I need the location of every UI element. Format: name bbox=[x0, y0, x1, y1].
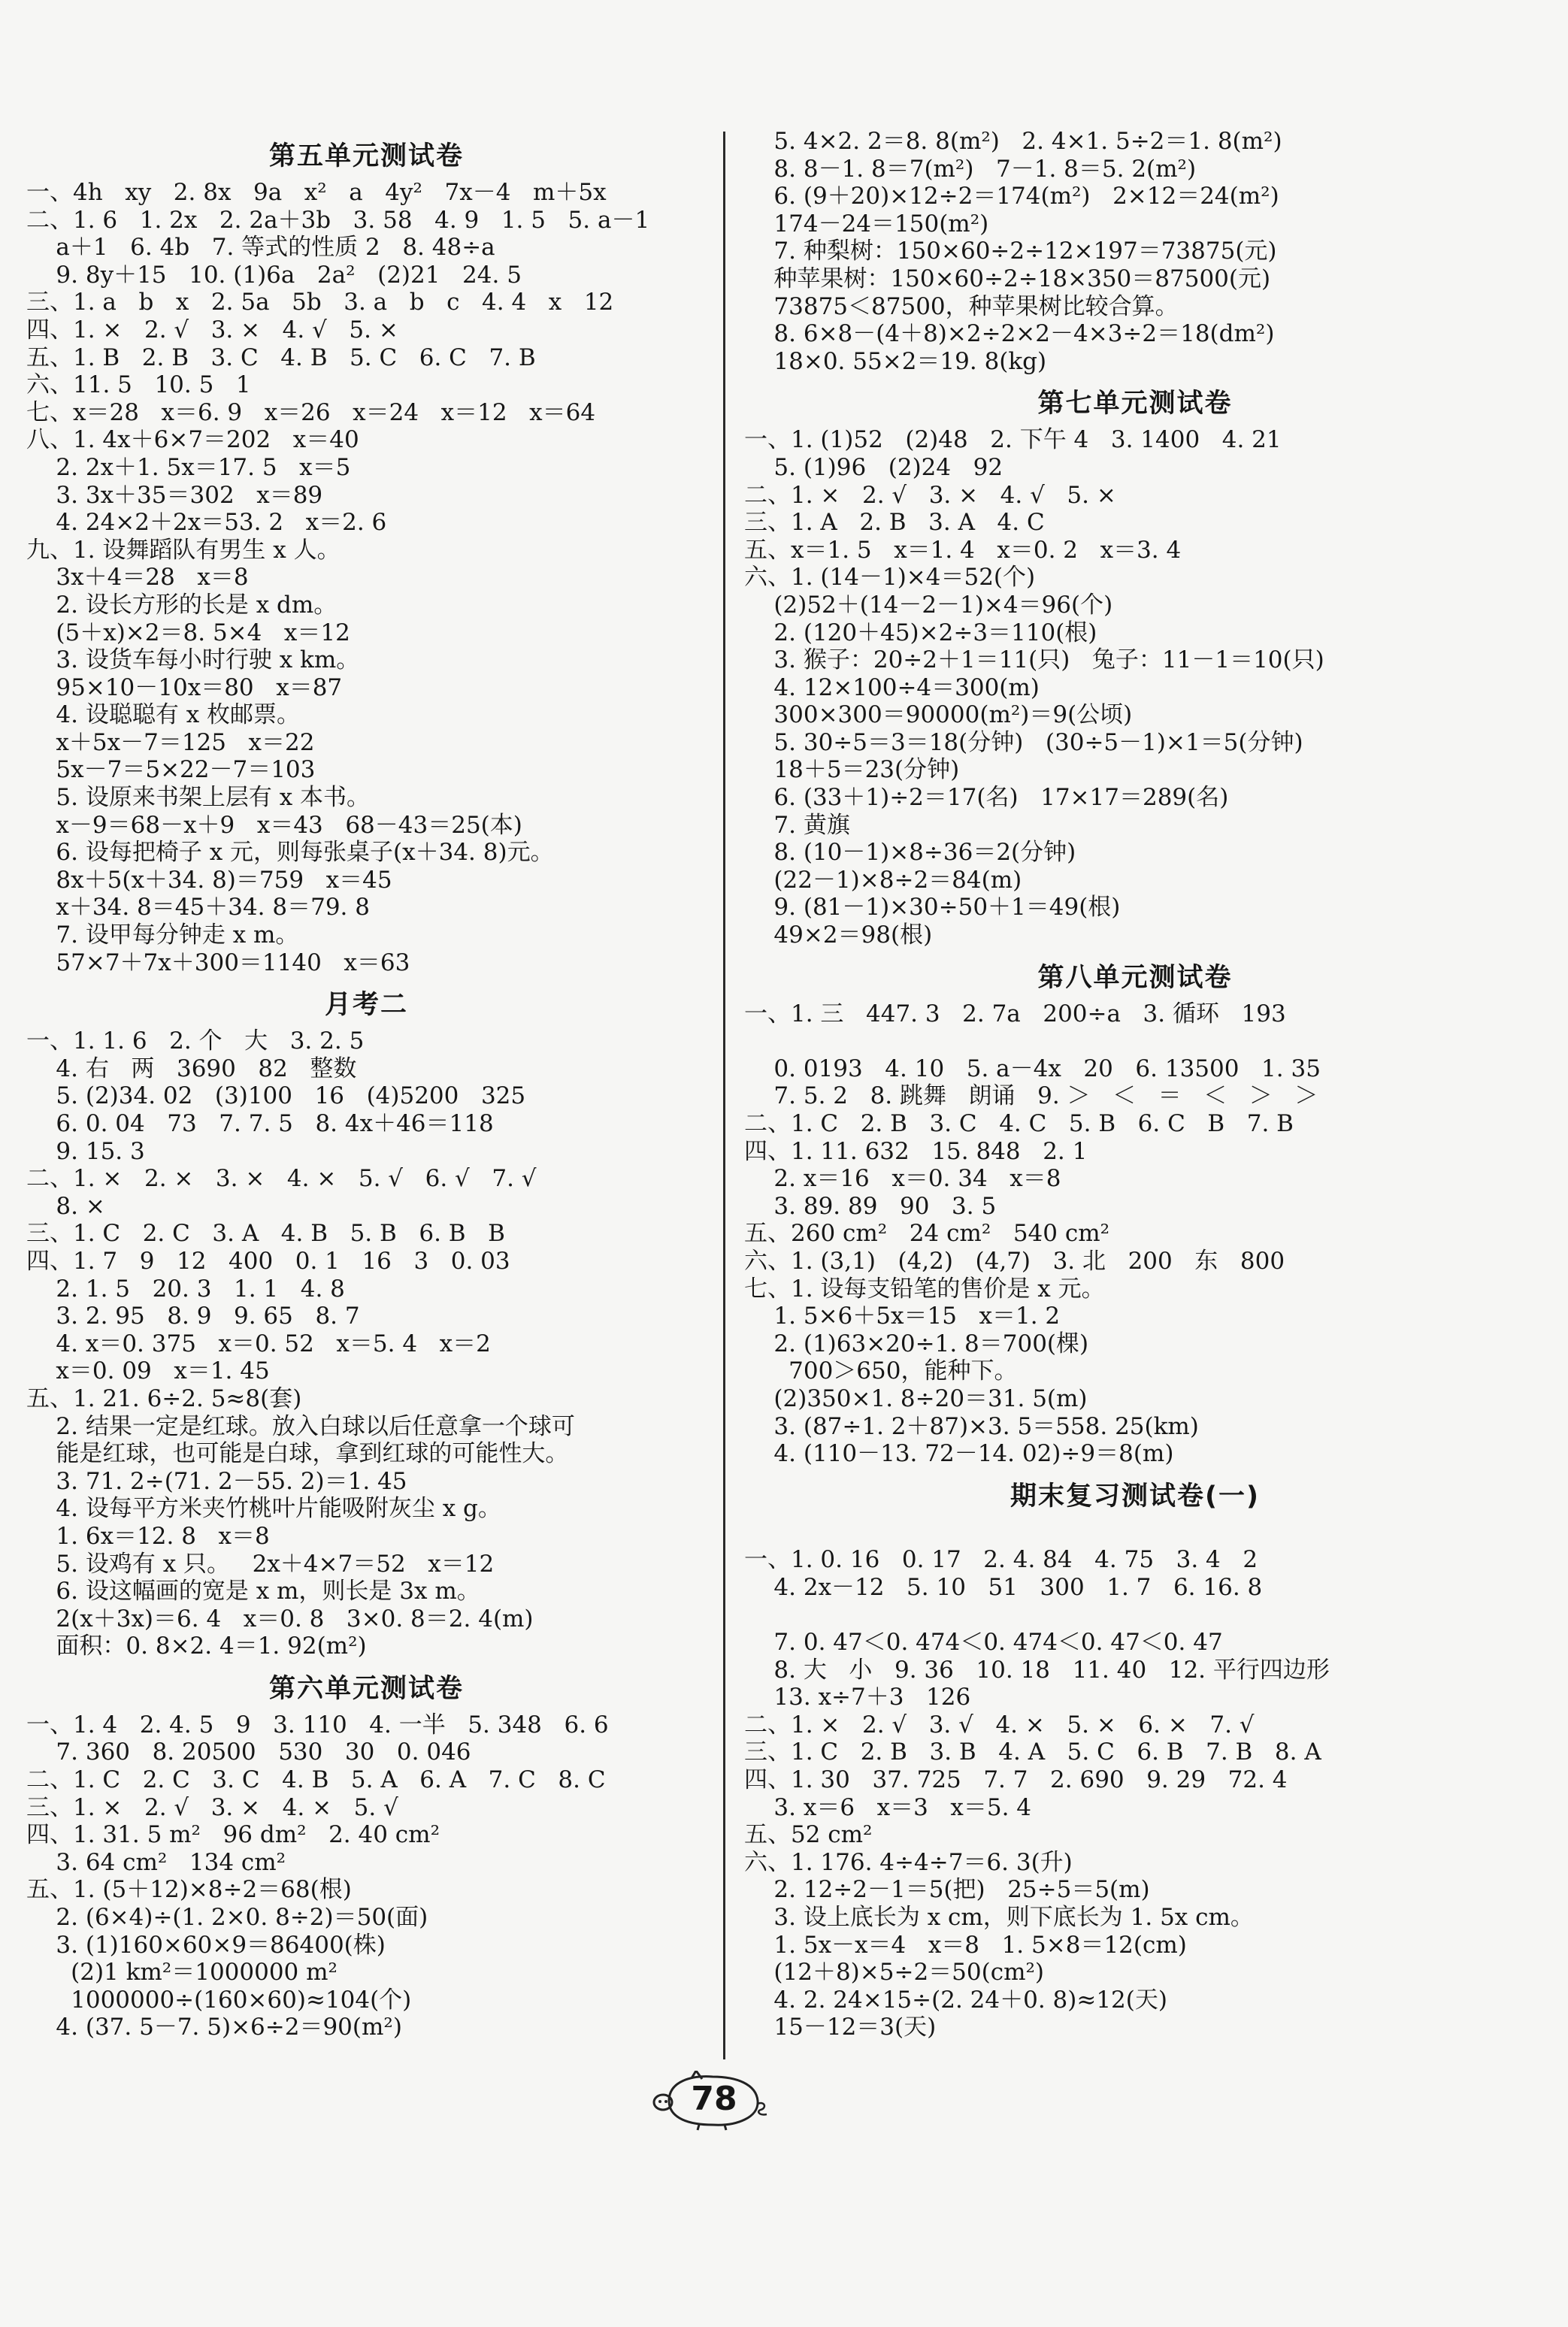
answer-section bbox=[26, 984, 707, 1660]
answer-line: 49×2＝98(根) bbox=[744, 921, 933, 949]
answer-line: 1. 6x＝12. 8 x＝8 bbox=[26, 1522, 270, 1550]
answer-line: (12＋8)×5÷2＝50(cm²) bbox=[744, 1959, 1044, 1987]
answer-line: 73875＜87500，种苹果树比较合算。 bbox=[744, 292, 1179, 320]
answer-line: 6. 0. 04 73 7. 7. 5 8. 4x＋46＝118 bbox=[26, 1110, 494, 1137]
page-number: 78 bbox=[691, 2080, 737, 2118]
answer-line: 5. 4×2. 2＝8. 8(m²) 2. 4×1. 5÷2＝1. 8(m²) bbox=[744, 128, 1282, 155]
section-title: 月考二 bbox=[324, 990, 408, 1021]
answer-line: 二、1. 6 1. 2x 2. 2a＋3b 3. 58 4. 9 1. 5 5. a－1 bbox=[26, 206, 650, 234]
answer-line: 5. (1)96 (2)24 92 bbox=[744, 453, 1003, 481]
answer-line: 5. (2)34. 02 (3)100 16 (4)5200 325 bbox=[26, 1082, 526, 1110]
answer-line: 1. 5×6＋5x＝15 x＝1. 2 bbox=[744, 1303, 1061, 1330]
answer-line: 700＞650，能种下。 bbox=[744, 1357, 1018, 1385]
answer-line: 95×10－10x＝80 x＝87 bbox=[26, 673, 343, 701]
answer-line: 四、1. × 2. √ 3. × 4. √ 5. × bbox=[26, 316, 398, 343]
answer-line: 9. (81－1)×30÷50＋1＝49(根) bbox=[744, 894, 1121, 921]
answer-line: 七、1. 设每支铅笔的售价是 x 元。 bbox=[744, 1275, 1105, 1303]
answer-line: x＝0. 09 x＝1. 45 bbox=[26, 1357, 270, 1385]
answer-line: 能是红球，也可能是白球，拿到红球的可能性大。 bbox=[26, 1440, 569, 1468]
answer-line: 四、1. 30 37. 725 7. 7 2. 690 9. 29 72. 4 bbox=[744, 1766, 1288, 1794]
answer-line: 2. 2x＋1. 5x＝17. 5 x＝5 bbox=[26, 453, 351, 481]
answer-line bbox=[744, 1602, 1526, 1630]
answer-line: 一、1. 0. 16 0. 17 2. 4. 84 4. 75 3. 4 2 bbox=[744, 1546, 1258, 1574]
answer-line: 57×7＋7x＋300＝1140 x＝63 bbox=[26, 949, 410, 976]
answer-line: 2. 结果一定是红球。放入白球以后任意拿一个球可 bbox=[26, 1412, 575, 1440]
answer-line: 二、1. C 2. B 3. C 4. C 5. B 6. C B 7. B bbox=[744, 1110, 1294, 1137]
section-title: 第六单元测试卷 bbox=[268, 1673, 464, 1704]
answer-line: x＋34. 8＝45＋34. 8＝79. 8 bbox=[26, 894, 370, 921]
answer-line: 7. 5. 2 8. 跳舞 朗诵 9. ＞ ＜ ＝ ＜ ＞ ＞ bbox=[744, 1082, 1318, 1110]
answer-line: 300×300＝90000(m²)＝9(公顷) bbox=[744, 701, 1133, 729]
answer-line: 4. 12×100÷4＝300(m) bbox=[744, 673, 1040, 701]
answer-line: 5x－7＝5×22－7＝103 bbox=[26, 756, 316, 784]
answer-line: 3. 71. 2÷(71. 2－55. 2)＝1. 45 bbox=[26, 1467, 407, 1495]
answer-line: 三、1. A 2. B 3. A 4. C bbox=[744, 509, 1045, 537]
left-column bbox=[26, 128, 707, 2041]
answer-line: 4. 设聪聪有 x 枚邮票。 bbox=[26, 701, 301, 729]
answer-line: 9. 8y＋15 10. (1)6a 2a² (2)21 24. 5 bbox=[26, 261, 522, 289]
answer-line: 七、x＝28 x＝6. 9 x＝26 x＝24 x＝12 x＝64 bbox=[26, 398, 596, 426]
answer-line: 8x＋5(x＋34. 8)＝759 x＝45 bbox=[26, 866, 392, 894]
answer-line: 4. (110－13. 72－14. 02)÷9＝8(m) bbox=[744, 1440, 1174, 1468]
answer-line: 7. 黄旗 bbox=[744, 811, 850, 839]
answer-line: 3. 2. 95 8. 9 9. 65 8. 7 bbox=[26, 1303, 360, 1330]
answer-line: 六、1. 176. 4÷4÷7＝6. 3(升) bbox=[744, 1848, 1073, 1876]
answer-line: (5＋x)×2＝8. 5×4 x＝12 bbox=[26, 619, 350, 646]
answer-line: 一、1. 三 447. 3 2. 7a 200÷a 3. 循环 193 bbox=[744, 1000, 1286, 1027]
answer-line: 7. 0. 47＜0. 474＜0. 474＜0. 47＜0. 47 bbox=[744, 1629, 1223, 1657]
answer-line: 3. (87÷1. 2＋87)×3. 5＝558. 25(km) bbox=[744, 1412, 1199, 1440]
answer-line: 18＋5＝23(分钟) bbox=[744, 756, 960, 784]
answer-line: 6. 设每把椅子 x 元，则每张桌子(x＋34. 8)元。 bbox=[26, 839, 554, 867]
answer-line: 3. 设货车每小时行驶 x km。 bbox=[26, 646, 360, 674]
answer-line: 2. 1. 5 20. 3 1. 1 4. 8 bbox=[26, 1275, 345, 1303]
answer-line: 13. x÷7＋3 126 bbox=[744, 1684, 971, 1711]
answer-line: 3. 设上底长为 x cm，则下底长为 1. 5x cm。 bbox=[744, 1904, 1254, 1932]
section-title: 第五单元测试卷 bbox=[268, 141, 464, 171]
answer-line: 5. 设原来书架上层有 x 本书。 bbox=[26, 784, 371, 812]
answer-line: 四、1. 7 9 12 400 0. 1 16 3 0. 03 bbox=[26, 1247, 510, 1275]
answer-section bbox=[744, 128, 1526, 375]
answer-section bbox=[744, 957, 1526, 1468]
answer-line: (22－1)×8÷2＝84(m) bbox=[744, 866, 1022, 894]
answer-line: 种苹果树：150×60÷2÷18×350＝87500(元) bbox=[744, 265, 1271, 292]
answer-line: 2. (1)63×20÷1. 8＝700(棵) bbox=[744, 1330, 1089, 1357]
answer-line: 三、1. × 2. √ 3. × 4. × 5. √ bbox=[26, 1793, 398, 1821]
answer-line: 二、1. × 2. √ 3. × 4. √ 5. × bbox=[744, 481, 1116, 509]
answer-line: 5. 30÷5＝3＝18(分钟) (30÷5－1)×1＝5(分钟) bbox=[744, 728, 1303, 756]
answer-line: 九、1. 设舞蹈队有男生 x 人。 bbox=[26, 536, 341, 564]
answer-line: 4. 2. 24×15÷(2. 24＋0. 8)≈12(天) bbox=[744, 1986, 1167, 2014]
answer-line: 2(x＋3x)＝6. 4 x＝0. 8 3×0. 8＝2. 4(m) bbox=[26, 1605, 534, 1633]
answer-line: 四、1. 11. 632 15. 848 2. 1 bbox=[744, 1137, 1088, 1165]
answer-line: 0. 0193 4. 10 5. a－4x 20 6. 13500 1. 35 bbox=[744, 1055, 1321, 1082]
answer-line: 4. 右 两 3690 82 整数 bbox=[26, 1055, 357, 1082]
answer-line: 五、x＝1. 5 x＝1. 4 x＝0. 2 x＝3. 4 bbox=[744, 536, 1182, 564]
answer-section bbox=[26, 1668, 707, 2041]
answer-line: x－9＝68－x＋9 x＝43 68－43＝25(本) bbox=[26, 811, 522, 839]
answer-line: 1000000÷(160×60)≈104(个) bbox=[26, 1986, 412, 2014]
answer-line: 4. x＝0. 375 x＝0. 52 x＝5. 4 x＝2 bbox=[26, 1330, 491, 1357]
column-divider bbox=[723, 132, 725, 2059]
answer-line: 8. 大 小 9. 36 10. 18 11. 40 12. 平行四边形 bbox=[744, 1656, 1330, 1684]
answer-line: 五、1. B 2. B 3. C 4. B 5. C 6. C 7. B bbox=[26, 343, 536, 371]
answer-line: 8. 6×8－(4＋8)×2÷2×2－4×3÷2＝18(dm²) bbox=[744, 320, 1275, 348]
answer-line: 6. (9＋20)×12÷2＝174(m²) 2×12＝24(m²) bbox=[744, 183, 1279, 210]
answer-line: 一、1. 4 2. 4. 5 9 3. 110 4. 一半 5. 348 6. 6 bbox=[26, 1711, 609, 1738]
answer-line: 1. 5x－x＝4 x＝8 1. 5×8＝12(cm) bbox=[744, 1931, 1187, 1959]
answer-line: 面积：0. 8×2. 4＝1. 92(m²) bbox=[26, 1633, 367, 1660]
answer-line: 6. 设这幅画的宽是 x m，则长是 3x m。 bbox=[26, 1578, 480, 1605]
answer-line: (2)52＋(14－2－1)×4＝96(个) bbox=[744, 591, 1113, 619]
answer-line bbox=[744, 1519, 1526, 1547]
answer-line: a＋1 6. 4b 7. 等式的性质 2 8. 48÷a bbox=[26, 234, 495, 262]
answer-section bbox=[744, 383, 1526, 949]
answer-line: 五、1. 21. 6÷2. 5≈8(套) bbox=[26, 1384, 302, 1412]
answer-line: 3x＋4＝28 x＝8 bbox=[26, 564, 249, 592]
answer-line: 8. (10－1)×8÷36＝2(分钟) bbox=[744, 839, 1076, 867]
answer-line: 4. 设每平方米夹竹桃叶片能吸附灰尘 x g。 bbox=[26, 1495, 501, 1523]
answer-line: 二、1. C 2. C 3. C 4. B 5. A 6. A 7. C 8. C bbox=[26, 1766, 606, 1794]
section-title: 期末复习测试卷(一) bbox=[1010, 1481, 1260, 1511]
answer-line: 三、1. C 2. C 3. A 4. B 5. B 6. B B bbox=[26, 1220, 505, 1248]
answer-line: 三、1. C 2. B 3. B 4. A 5. C 6. B 7. B 8. A bbox=[744, 1738, 1321, 1766]
answer-line: 五、260 cm² 24 cm² 540 cm² bbox=[744, 1220, 1110, 1248]
answer-line: 2. 12÷2－1＝5(把) 25÷5＝5(m) bbox=[744, 1876, 1150, 1904]
answer-line: 8. × bbox=[26, 1192, 105, 1220]
answer-line: 五、52 cm² bbox=[744, 1821, 873, 1849]
answer-line: 174－24＝150(m²) bbox=[744, 210, 989, 238]
answer-line: 六、1. (14－1)×4＝52(个) bbox=[744, 564, 1036, 592]
section-title: 第七单元测试卷 bbox=[1037, 389, 1233, 419]
answer-line: 一、4h xy 2. 8x 9a x² a 4y² 7x－4 m＋5x bbox=[26, 179, 607, 206]
answer-line: 六、1. (3,1) (4,2) (4,7) 3. 北 200 东 800 bbox=[744, 1247, 1285, 1275]
page-footer bbox=[646, 2071, 774, 2131]
answer-line: 二、1. × 2. √ 3. √ 4. × 5. × 6. × 7. √ bbox=[744, 1711, 1255, 1738]
answer-line: 7. 种梨树：150×60÷2÷12×197＝73875(元) bbox=[744, 238, 1277, 265]
answer-line: 六、11. 5 10. 5 1 bbox=[26, 371, 251, 399]
answer-line: 3. 89. 89 90 3. 5 bbox=[744, 1192, 997, 1220]
answer-line: 5. 设鸡有 x 只。 2x＋4×7＝52 x＝12 bbox=[26, 1550, 495, 1578]
answer-line: 一、1. 1. 6 2. 个 大 3. 2. 5 bbox=[26, 1027, 365, 1055]
section-title: 第八单元测试卷 bbox=[1037, 962, 1233, 993]
answer-line: 3. 猴子：20÷2＋1＝11(只) 兔子：11－1＝10(只) bbox=[744, 646, 1324, 674]
answer-line: 三、1. a b x 2. 5a 5b 3. a b c 4. 4 x 12 bbox=[26, 289, 614, 316]
answer-line: 4. 24×2＋2x＝53. 2 x＝2. 6 bbox=[26, 509, 387, 537]
answer-line: (2)1 km²＝1000000 m² bbox=[26, 1959, 338, 1987]
answer-line: 五、1. (5＋12)×8÷2＝68(根) bbox=[26, 1876, 352, 1904]
answer-line: 7. 设甲每分钟走 x m。 bbox=[26, 921, 299, 949]
answer-line bbox=[744, 1027, 1526, 1055]
answer-line: 四、1. 31. 5 m² 96 dm² 2. 40 cm² bbox=[26, 1821, 440, 1849]
answer-line: 4. 2x－12 5. 10 51 300 1. 7 6. 16. 8 bbox=[744, 1573, 1263, 1601]
answer-line: 2. (120＋45)×2÷3＝110(根) bbox=[744, 619, 1097, 646]
answer-line: 八、1. 4x＋6×7＝202 x＝40 bbox=[26, 426, 359, 454]
answer-line: 3. 64 cm² 134 cm² bbox=[26, 1848, 286, 1876]
answer-section bbox=[744, 1475, 1526, 2041]
answer-line: 2. (6×4)÷(1. 2×0. 8÷2)＝50(面) bbox=[26, 1904, 428, 1932]
answer-line: 4. (37. 5－7. 5)×6÷2＝90(m²) bbox=[26, 2014, 402, 2041]
answer-line: 6. (33＋1)÷2＝17(名) 17×17＝289(名) bbox=[744, 784, 1229, 812]
answer-line: 一、1. (1)52 (2)48 2. 下午 4 3. 1400 4. 21 bbox=[744, 426, 1282, 454]
answer-line: 8. 8－1. 8＝7(m²) 7－1. 8＝5. 2(m²) bbox=[744, 155, 1197, 183]
answer-line: 2. x＝16 x＝0. 34 x＝8 bbox=[744, 1165, 1061, 1193]
right-column bbox=[744, 128, 1526, 2041]
answer-line: 7. 360 8. 20500 530 30 0. 046 bbox=[26, 1738, 471, 1766]
answer-section bbox=[26, 135, 707, 976]
answer-line: 2. 设长方形的长是 x dm。 bbox=[26, 591, 338, 619]
answer-line: 二、1. × 2. × 3. × 4. × 5. √ 6. √ 7. √ bbox=[26, 1165, 537, 1193]
answer-line: 15－12＝3(天) bbox=[744, 2014, 937, 2041]
answer-line: 3. x＝6 x＝3 x＝5. 4 bbox=[744, 1793, 1032, 1821]
answer-line: 3. 3x＋35＝302 x＝89 bbox=[26, 481, 323, 509]
answer-line: x＋5x－7＝125 x＝22 bbox=[26, 728, 315, 756]
answer-line: 3. (1)160×60×9＝86400(株) bbox=[26, 1931, 386, 1959]
answer-line: (2)350×1. 8÷20＝31. 5(m) bbox=[744, 1384, 1088, 1412]
answer-line: 18×0. 55×2＝19. 8(kg) bbox=[744, 347, 1047, 375]
answer-line: 9. 15. 3 bbox=[26, 1137, 145, 1165]
